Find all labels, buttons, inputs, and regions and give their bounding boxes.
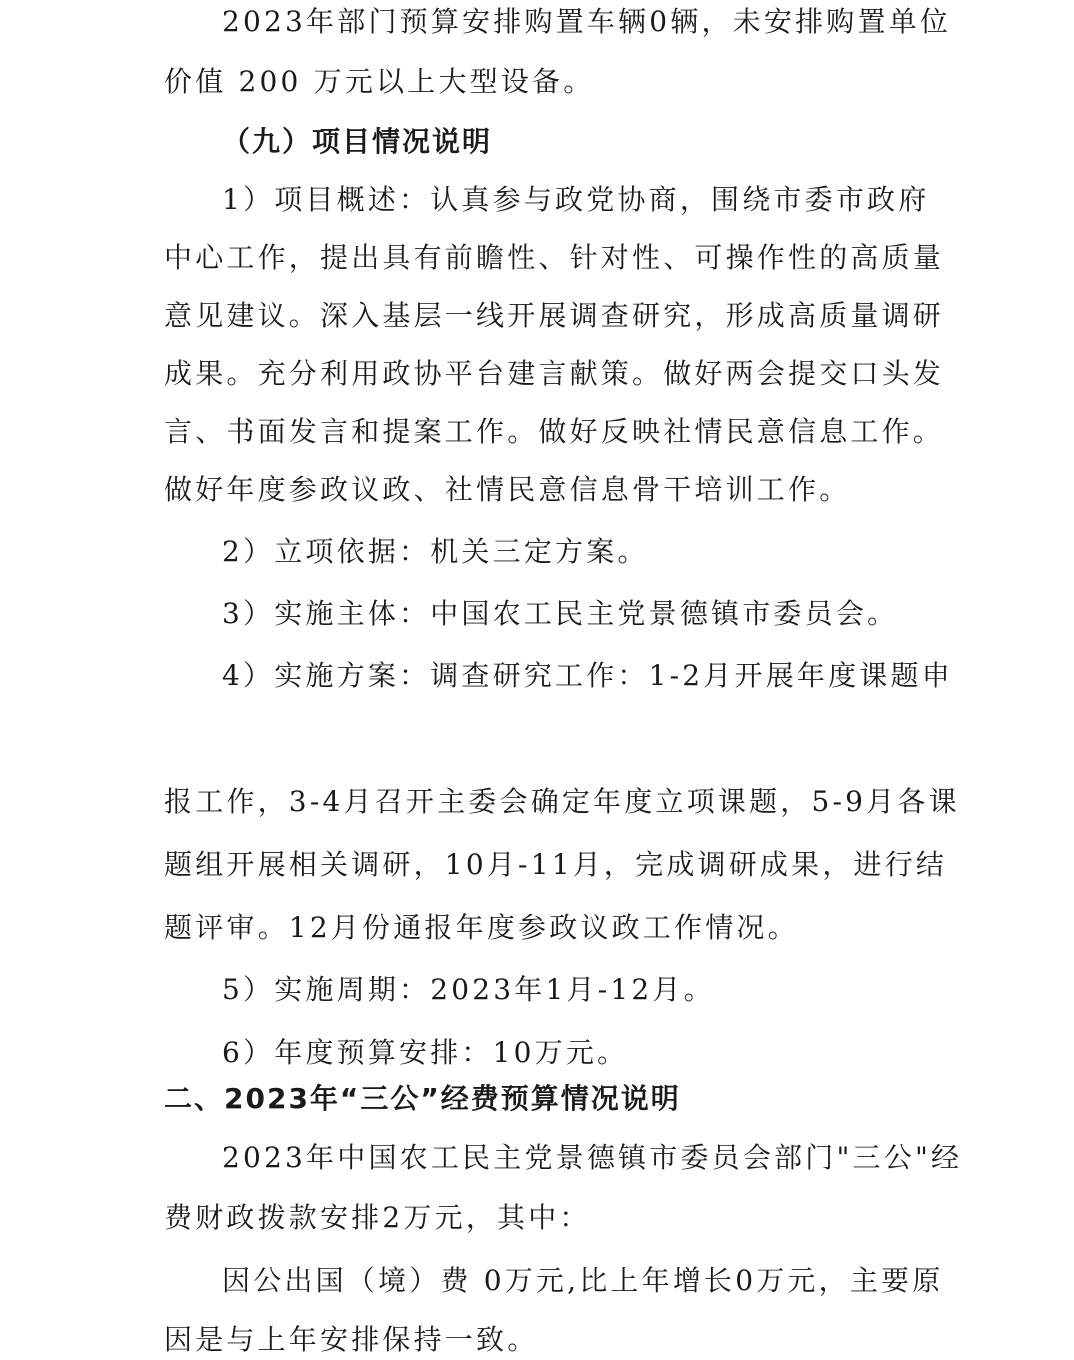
text-line: 题评审。12月份通报年度参政议政工作情况。 bbox=[164, 911, 799, 944]
text-line: 价值 200 万元以上大型设备。 bbox=[164, 65, 595, 98]
text-line: 言、书面发言和提案工作。做好反映社情民意信息工作。 bbox=[164, 415, 945, 448]
text-line: 4）实施方案：调查研究工作：1-2月开展年度课题申 bbox=[222, 659, 953, 692]
text-line: 报工作，3-4月召开主委会确定年度立项课题，5-9月各课 bbox=[164, 785, 960, 818]
text-line: 因是与上年安排保持一致。 bbox=[164, 1323, 539, 1356]
text-line: 1）项目概述：认真参与政党协商，围绕市委市政府 bbox=[222, 183, 930, 216]
text-line: 成果。充分利用政协平台建言献策。做好两会提交口头发 bbox=[164, 357, 945, 390]
text-line: 2023年中国农工民主党景德镇市委员会部门"三公"经 bbox=[222, 1141, 963, 1174]
text-line: 3）实施主体：中国农工民主党景德镇市委员会。 bbox=[222, 597, 899, 630]
section-heading: 二、2023年“三公”经费预算情况说明 bbox=[164, 1082, 681, 1115]
text-line: 因公出国（境）费 0万元,比上年增长0万元，主要原 bbox=[222, 1264, 944, 1297]
text-line: 费财政拨款安排2万元，其中： bbox=[164, 1201, 591, 1234]
text-line: 6）年度预算安排：10万元。 bbox=[222, 1036, 629, 1069]
text-line: 5）实施周期：2023年1月-12月。 bbox=[222, 973, 715, 1006]
text-line: 题组开展相关调研，10月-11月，完成调研成果，进行结 bbox=[164, 848, 948, 881]
section-heading: （九）项目情况说明 bbox=[222, 125, 493, 158]
text-line: 做好年度参政议政、社情民意信息骨干培训工作。 bbox=[164, 473, 851, 506]
text-line: 中心工作，提出具有前瞻性、针对性、可操作性的高质量 bbox=[164, 241, 945, 274]
text-line: 意见建议。深入基层一线开展调查研究，形成高质量调研 bbox=[164, 299, 945, 332]
text-line: 2023年部门预算安排购置车辆0辆，未安排购置单位 bbox=[222, 5, 952, 38]
text-line: 2）立项依据：机关三定方案。 bbox=[222, 535, 649, 568]
